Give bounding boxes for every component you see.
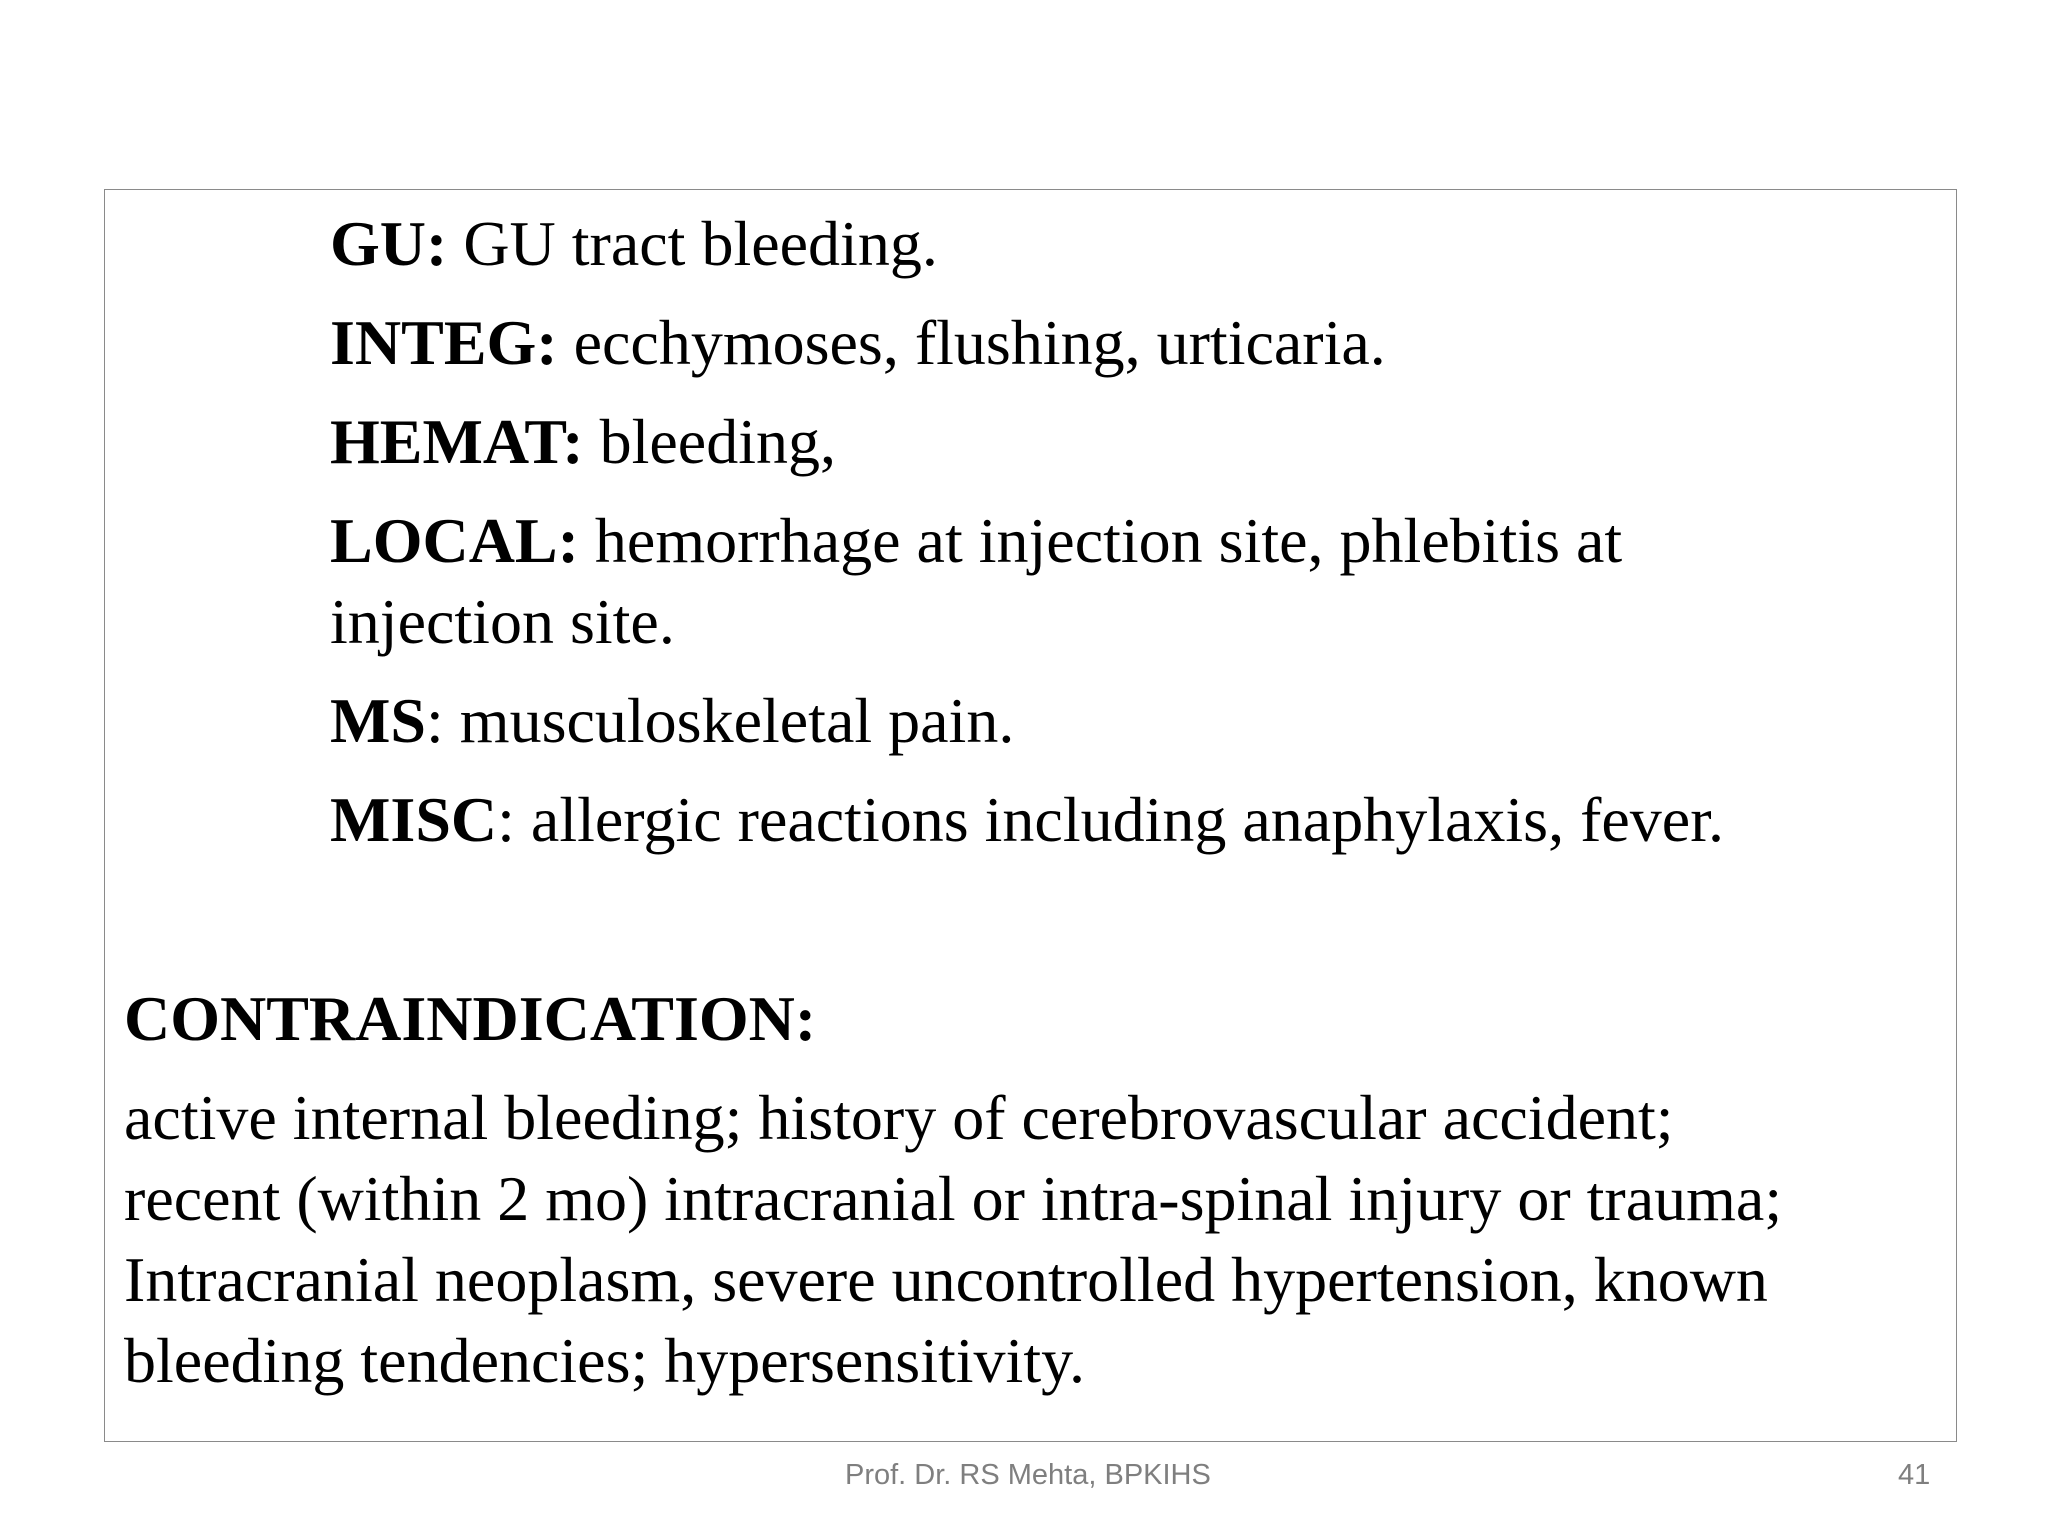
page-number: 41 [1898, 1459, 1931, 1491]
effect-ms [330, 682, 1014, 760]
effect-hemat [330, 403, 836, 481]
effect-label: MISC [330, 784, 498, 855]
contraindication-line: Intracranial neoplasm, severe uncontrolled hypertension, known [124, 1244, 1768, 1315]
effect-text: : musculoskeletal pain. [426, 685, 1015, 756]
contraindication-heading-text: CONTRAINDICATION: [124, 983, 817, 1054]
effect-label: GU: [330, 208, 448, 279]
effect-label: INTEG: [330, 307, 558, 378]
effect-label: MS [330, 685, 426, 756]
effect-misc [330, 781, 1724, 859]
effect-text: bleeding, [583, 406, 836, 477]
effect-label: HEMAT: [330, 406, 584, 477]
effect-text: GU tract bleeding. [447, 208, 938, 279]
contraindication-heading [124, 980, 816, 1058]
effect-integ [330, 304, 1386, 382]
effect-text: : allergic reactions including anaphylaxis, fever. [497, 784, 1724, 855]
effect-text: hemorrhage at injection site, phlebitis at [578, 505, 1623, 576]
contraindication-line: recent (within 2 mo) intracranial or intra-spinal injury or trauma; [124, 1163, 1783, 1234]
contraindication-line: bleeding tendencies; hypersensitivity. [124, 1325, 1085, 1396]
contraindication-line: active internal bleeding; history of cerebrovascular accident; [124, 1082, 1674, 1153]
effect-local [330, 502, 1622, 580]
footer-author: Prof. Dr. RS Mehta, BPKIHS [845, 1459, 1211, 1491]
effect-text: injection site. [330, 586, 675, 657]
effect-local-continuation [330, 583, 675, 661]
effect-text: ecchymoses, flushing, urticaria. [557, 307, 1386, 378]
effect-label: LOCAL: [330, 505, 579, 576]
effect-gu [330, 205, 938, 283]
